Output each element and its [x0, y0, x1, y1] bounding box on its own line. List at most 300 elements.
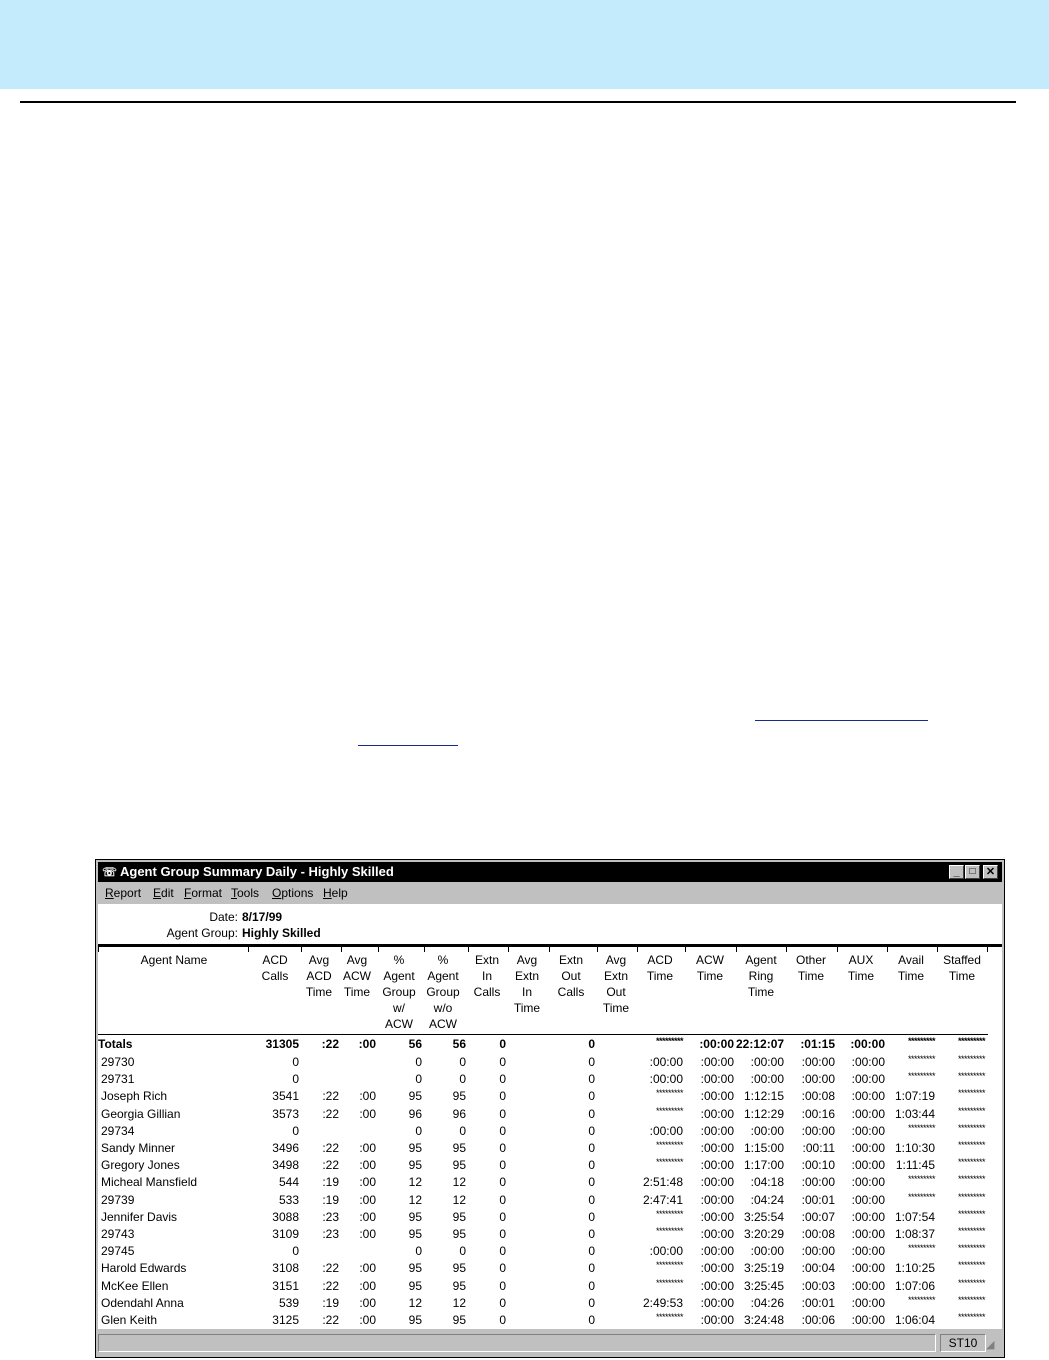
table-row[interactable] [98, 1226, 1002, 1243]
column-divider-tick [937, 944, 938, 952]
cell-aux-time: :00:00 [851, 1209, 885, 1224]
cell-agent-name: 29739 [101, 1192, 135, 1207]
menu-format[interactable]: Format [184, 886, 223, 900]
cell-agent-name: 29730 [101, 1055, 135, 1069]
cell-acd-time: :00:00 [649, 1072, 683, 1087]
cell-acd-time: ********* [655, 1036, 683, 1046]
cell-avail-time: ********* [907, 1243, 935, 1254]
cell-acd-calls: 3151 [272, 1278, 299, 1293]
cell-acd-time: :00:00 [649, 1123, 683, 1138]
cell-acd-time: 2:51:48 [642, 1175, 683, 1190]
cell-pct-agent-group-w-acw: 0 [415, 1072, 422, 1087]
cell-pct-agent-group-wo-acw: 12 [452, 1192, 466, 1207]
cell-agent-ring-time: :04:26 [750, 1295, 784, 1310]
cell-avg-acw-time: :00 [359, 1192, 376, 1207]
cell-extn-in-calls: 0 [499, 1313, 506, 1327]
cell-pct-agent-group-wo-acw: 0 [459, 1055, 466, 1069]
cell-agent-ring-time: :04:24 [750, 1192, 784, 1207]
cell-acd-time: 2:47:41 [642, 1192, 683, 1207]
table-row[interactable] [98, 1174, 1002, 1191]
cell-agent-name: Totals [98, 1037, 133, 1051]
cell-acw-time: :00:00 [700, 1192, 734, 1207]
cell-staffed-time: ********* [957, 1208, 985, 1219]
cell-agent-name: Sandy Minner [101, 1141, 176, 1155]
phone-icon: ☏ [102, 865, 118, 879]
totals-underline [98, 1034, 988, 1035]
cell-pct-agent-group-w-acw: 12 [408, 1295, 422, 1310]
column-divider-tick [248, 944, 249, 952]
cell-other-time: :00:00 [801, 1123, 835, 1138]
table-row[interactable] [98, 1071, 1002, 1088]
table-row[interactable] [98, 1192, 1002, 1209]
cell-extn-out-calls: 0 [588, 1192, 595, 1207]
column-divider-tick [597, 944, 598, 952]
header-rule [20, 101, 1016, 103]
column-header-avg-extn-in-time[interactable]: Avg Extn In Time [513, 953, 541, 1015]
column-divider-tick [736, 944, 737, 952]
column-header-acw-time[interactable]: ACW Time [696, 953, 724, 983]
cell-pct-agent-group-w-acw: 0 [415, 1244, 422, 1259]
cell-extn-out-calls: 0 [588, 1158, 595, 1173]
maximize-button[interactable]: □ [965, 865, 980, 879]
cell-agent-name: Georgia Gillian [101, 1106, 181, 1121]
cell-extn-in-calls: 0 [499, 1244, 506, 1259]
cell-extn-out-calls: 0 [588, 1106, 595, 1121]
status-bar [98, 1332, 1002, 1354]
cell-acw-time: :00:00 [700, 1313, 734, 1327]
cell-avg-acw-time: :00 [359, 1227, 376, 1241]
cell-agent-name: 29731 [101, 1072, 135, 1087]
column-divider-tick [837, 944, 838, 952]
cell-avg-acd-time: :19 [322, 1175, 339, 1190]
report-window [95, 859, 1005, 1358]
cell-extn-in-calls: 0 [499, 1227, 506, 1241]
cell-acw-time: :00:00 [700, 1123, 734, 1138]
column-divider-tick [341, 944, 342, 952]
cell-pct-agent-group-w-acw: 0 [415, 1123, 422, 1138]
cell-extn-in-calls: 0 [499, 1055, 506, 1069]
cell-aux-time: :00:00 [851, 1123, 885, 1138]
cell-extn-in-calls: 0 [499, 1158, 506, 1173]
cell-avail-time: 1:07:54 [894, 1209, 935, 1224]
cell-avail-time: 1:10:25 [894, 1261, 935, 1276]
table-row[interactable] [98, 1140, 1002, 1157]
cell-aux-time: :00:00 [851, 1175, 885, 1190]
cell-avail-time: 1:07:19 [894, 1089, 935, 1104]
cell-staffed-time: ********* [957, 1312, 985, 1322]
column-divider-tick [301, 944, 302, 952]
cell-other-time: :00:11 [802, 1141, 835, 1155]
cell-pct-agent-group-wo-acw: 95 [452, 1158, 466, 1173]
cell-aux-time: :00:00 [851, 1106, 885, 1121]
table-row[interactable] [98, 1295, 1002, 1312]
cell-staffed-time: ********* [957, 1226, 985, 1236]
column-header-avg-acd-time[interactable]: Avg ACD Time [305, 953, 333, 999]
cell-acd-calls: 3108 [272, 1261, 299, 1276]
cell-avg-acw-time: :00 [359, 1278, 376, 1293]
cell-acw-time: :00:00 [699, 1037, 734, 1051]
cell-acd-time: ********* [655, 1208, 683, 1219]
column-header-extn-out-calls[interactable]: Extn Out Calls [557, 953, 585, 999]
cell-staffed-time: ********* [957, 1088, 985, 1099]
cell-acd-calls: 0 [292, 1072, 299, 1087]
cell-avg-acw-time: :00 [359, 1106, 376, 1121]
cell-pct-agent-group-w-acw: 95 [408, 1158, 422, 1173]
cell-avail-time: 1:10:30 [894, 1141, 935, 1155]
column-header-pct-agent-group-wo-acw[interactable]: % Agent Group w/o ACW [426, 953, 460, 1031]
column-divider-tick [637, 944, 638, 952]
cell-acd-calls: 533 [278, 1192, 299, 1207]
cell-extn-out-calls: 0 [588, 1313, 595, 1327]
cell-acw-time: :00:00 [700, 1227, 734, 1241]
cell-other-time: :00:00 [801, 1072, 835, 1087]
cell-avail-time: 1:07:06 [894, 1278, 935, 1293]
cell-avail-time: ********* [907, 1294, 935, 1305]
cell-other-time: :01:15 [800, 1037, 835, 1051]
cell-other-time: :00:00 [801, 1055, 835, 1069]
cell-acd-time: ********* [655, 1277, 683, 1288]
cross-reference-link[interactable] [755, 720, 928, 721]
cell-acw-time: :00:00 [700, 1158, 734, 1173]
cell-staffed-time: ********* [957, 1243, 985, 1254]
cell-acd-time: 2:49:53 [642, 1295, 683, 1310]
cell-staffed-time: ********* [957, 1277, 985, 1288]
cell-avg-acw-time: :00 [359, 1175, 376, 1190]
cell-avg-acd-time: :22 [322, 1141, 339, 1155]
cell-extn-in-calls: 0 [499, 1261, 506, 1276]
cell-acw-time: :00:00 [700, 1175, 734, 1190]
table-row[interactable] [98, 1260, 1002, 1277]
cell-extn-in-calls: 0 [499, 1192, 506, 1207]
cell-staffed-time: ********* [957, 1105, 985, 1116]
cell-avg-acd-time: :22 [322, 1089, 339, 1104]
cell-pct-agent-group-wo-acw: 95 [452, 1227, 466, 1241]
cell-avg-acd-time: :22 [321, 1037, 339, 1051]
cell-acd-time: :00:00 [649, 1055, 683, 1069]
menu-help[interactable]: Help [323, 886, 348, 900]
cell-acw-time: :00:00 [700, 1209, 734, 1224]
cell-other-time: :00:03 [801, 1278, 835, 1293]
cell-extn-out-calls: 0 [588, 1244, 595, 1259]
cell-avail-time: 1:11:45 [895, 1158, 935, 1173]
cell-pct-agent-group-wo-acw: 96 [452, 1106, 466, 1121]
column-divider-tick [508, 944, 509, 952]
cell-staffed-time: ********* [957, 1140, 985, 1150]
cell-other-time: :00:16 [801, 1106, 835, 1121]
cell-aux-time: :00:00 [851, 1089, 885, 1104]
cell-extn-out-calls: 0 [588, 1123, 595, 1138]
cell-extn-in-calls: 0 [499, 1175, 506, 1190]
cell-acd-time: ********* [655, 1260, 683, 1271]
cell-avail-time: ********* [907, 1071, 935, 1082]
cell-pct-agent-group-w-acw: 0 [415, 1055, 422, 1069]
cell-acw-time: :00:00 [700, 1278, 734, 1293]
column-header-other-time[interactable]: Other Time [795, 953, 826, 983]
cell-agent-name: Gregory Jones [101, 1158, 180, 1173]
column-header-agent-name[interactable]: Agent Name [140, 953, 208, 967]
column-header-pct-agent-group-w-acw[interactable]: % Agent Group w/ ACW [382, 953, 416, 1031]
cell-acw-time: :00:00 [700, 1141, 734, 1155]
cell-avg-acw-time: :00 [358, 1037, 376, 1051]
cell-pct-agent-group-w-acw: 95 [408, 1227, 422, 1241]
cell-other-time: :00:00 [801, 1244, 835, 1259]
cell-other-time: :00:00 [801, 1175, 835, 1190]
title-bar [98, 862, 1002, 882]
cell-agent-ring-time: :00:00 [750, 1072, 784, 1087]
agent-group-label: Agent Group: [166, 926, 238, 940]
cell-avail-time: ********* [907, 1191, 935, 1202]
cell-pct-agent-group-w-acw: 56 [408, 1037, 422, 1051]
cell-extn-in-calls: 0 [499, 1106, 506, 1121]
cell-agent-name: Jennifer Davis [101, 1209, 178, 1224]
page-banner [0, 0, 1049, 89]
cell-extn-out-calls: 0 [588, 1278, 595, 1293]
column-divider-tick [786, 944, 787, 952]
cell-acd-calls: 3498 [272, 1158, 299, 1173]
cell-aux-time: :00:00 [851, 1278, 885, 1293]
cell-agent-ring-time: 3:25:45 [743, 1278, 784, 1293]
cell-extn-out-calls: 0 [588, 1141, 595, 1155]
cell-pct-agent-group-wo-acw: 95 [452, 1209, 466, 1224]
cell-acw-time: :00:00 [700, 1055, 734, 1069]
cell-aux-time: :00:00 [851, 1141, 885, 1155]
resize-grip-icon[interactable]: ◢ [986, 1339, 995, 1351]
window-title: Agent Group Summary Daily - Highly Skilled [120, 864, 394, 879]
header-separator [98, 944, 1002, 947]
cell-avail-time: 1:03:44 [894, 1106, 935, 1121]
cell-aux-time: :00:00 [851, 1158, 885, 1173]
column-header-agent-ring-time[interactable]: Agent Ring Time [745, 953, 777, 999]
cell-acw-time: :00:00 [700, 1089, 734, 1104]
cell-acd-calls: 3125 [272, 1313, 299, 1327]
column-header-staffed-time[interactable]: Staffed Time [943, 953, 981, 983]
cell-other-time: :00:10 [801, 1158, 835, 1173]
cell-agent-name: Odendahl Anna [101, 1295, 184, 1310]
menu-edit[interactable]: Edit [153, 886, 174, 900]
cell-avg-acd-time: :22 [322, 1261, 339, 1276]
cell-avail-time: ********* [907, 1174, 935, 1185]
cell-other-time: :00:08 [801, 1089, 835, 1104]
cell-pct-agent-group-w-acw: 12 [408, 1175, 422, 1190]
cell-staffed-time: ********* [957, 1036, 985, 1046]
cell-avail-time: ********* [907, 1122, 935, 1133]
cell-other-time: :00:04 [801, 1261, 835, 1276]
cell-extn-in-calls: 0 [499, 1141, 506, 1155]
cell-acd-calls: 3088 [272, 1209, 299, 1224]
cell-staffed-time: ********* [957, 1294, 985, 1305]
cell-pct-agent-group-wo-acw: 0 [459, 1123, 466, 1138]
cell-extn-out-calls: 0 [588, 1089, 595, 1104]
cell-agent-name: 29734 [101, 1123, 135, 1138]
cell-avg-acd-time: :22 [322, 1158, 339, 1173]
cell-aux-time: :00:00 [850, 1037, 885, 1051]
cell-agent-name: Joseph Rich [101, 1089, 168, 1104]
cell-pct-agent-group-wo-acw: 0 [459, 1244, 466, 1259]
cell-extn-in-calls: 0 [499, 1209, 506, 1224]
cell-agent-name: Glen Keith [101, 1313, 158, 1327]
cell-acw-time: :00:00 [700, 1244, 734, 1259]
cell-pct-agent-group-wo-acw: 95 [452, 1278, 466, 1293]
cell-avg-acw-time: :00 [359, 1295, 376, 1310]
cell-other-time: :00:01 [801, 1295, 835, 1310]
cell-pct-agent-group-w-acw: 95 [408, 1141, 422, 1155]
menu-options[interactable]: Options [272, 886, 314, 900]
agent-group-value: Highly Skilled [242, 926, 321, 940]
cell-extn-out-calls: 0 [588, 1072, 595, 1087]
menu-bar [98, 883, 1002, 903]
cell-avail-time: 1:08:37 [894, 1227, 935, 1241]
cell-staffed-time: ********* [957, 1260, 985, 1271]
cell-avg-acw-time: :00 [359, 1209, 376, 1224]
cell-acd-calls: 3541 [272, 1089, 299, 1104]
table-row[interactable] [98, 1278, 1002, 1295]
cell-acd-calls: 0 [292, 1055, 299, 1069]
cell-agent-ring-time: 1:12:29 [743, 1106, 784, 1121]
cell-extn-in-calls: 0 [499, 1278, 506, 1293]
cell-extn-in-calls: 0 [499, 1295, 506, 1310]
cell-avg-acd-time: :19 [322, 1295, 339, 1310]
cell-agent-ring-time: 3:25:19 [743, 1261, 784, 1276]
cell-pct-agent-group-w-acw: 95 [408, 1278, 422, 1293]
cell-agent-ring-time: :00:00 [750, 1123, 784, 1138]
cell-other-time: :00:07 [801, 1209, 835, 1224]
cell-agent-ring-time: 3:24:48 [743, 1313, 784, 1327]
cell-acd-time: ********* [655, 1157, 683, 1168]
cell-extn-out-calls: 0 [588, 1227, 595, 1241]
cell-aux-time: :00:00 [851, 1072, 885, 1087]
cell-avail-time: 1:06:04 [894, 1313, 935, 1327]
cell-other-time: :00:01 [801, 1192, 835, 1207]
cell-extn-out-calls: 0 [588, 1261, 595, 1276]
cell-agent-ring-time: 1:17:00 [743, 1158, 784, 1173]
cell-pct-agent-group-wo-acw: 95 [452, 1313, 466, 1327]
cell-agent-ring-time: 3:25:54 [743, 1209, 784, 1224]
cell-pct-agent-group-w-acw: 95 [408, 1089, 422, 1104]
table-row[interactable] [98, 1312, 1002, 1329]
cell-acw-time: :00:00 [700, 1295, 734, 1310]
cell-pct-agent-group-w-acw: 95 [408, 1209, 422, 1224]
cell-agent-name: 29745 [101, 1244, 135, 1259]
cell-acd-time: ********* [655, 1105, 683, 1116]
column-header-avg-extn-out-time[interactable]: Avg Extn Out Time [602, 953, 630, 1015]
cell-agent-ring-time: :00:00 [750, 1055, 784, 1069]
column-divider-tick [987, 944, 988, 952]
cell-pct-agent-group-w-acw: 95 [408, 1313, 422, 1327]
cell-agent-name: Harold Edwards [101, 1261, 187, 1276]
status-panel-station: ST10 [940, 1334, 986, 1352]
cell-pct-agent-group-w-acw: 12 [408, 1192, 422, 1207]
cell-avg-acd-time: :22 [322, 1106, 339, 1121]
cell-acw-time: :00:00 [700, 1106, 734, 1121]
cell-avg-acd-time: :22 [322, 1278, 339, 1293]
cell-pct-agent-group-wo-acw: 0 [459, 1072, 466, 1087]
cell-extn-in-calls: 0 [499, 1072, 506, 1087]
table-row[interactable] [98, 1088, 1002, 1105]
column-divider-tick [424, 944, 425, 952]
cell-staffed-time: ********* [957, 1054, 985, 1064]
cell-staffed-time: ********* [957, 1174, 985, 1185]
cell-staffed-time: ********* [957, 1071, 985, 1082]
cell-extn-out-calls: 0 [588, 1175, 595, 1190]
close-button[interactable]: ✕ [983, 865, 998, 879]
cell-agent-ring-time: 1:12:15 [743, 1089, 784, 1104]
cell-avg-acd-time: :23 [322, 1209, 339, 1224]
column-divider-tick [98, 944, 99, 952]
cell-acd-calls: 0 [292, 1123, 299, 1138]
column-header-aux-time[interactable]: AUX Time [847, 953, 875, 983]
column-divider-tick [468, 944, 469, 952]
column-header-avg-acw-time[interactable]: Avg ACW Time [343, 953, 371, 999]
column-header-acd-time[interactable]: ACD Time [646, 953, 674, 983]
cell-aux-time: :00:00 [851, 1313, 885, 1327]
cell-acd-calls: 3573 [272, 1106, 299, 1121]
cell-avg-acw-time: :00 [359, 1313, 376, 1327]
cell-pct-agent-group-wo-acw: 95 [452, 1141, 466, 1155]
cell-avail-time: ********* [907, 1054, 935, 1064]
cell-acd-calls: 3496 [272, 1141, 299, 1155]
cell-agent-ring-time: :04:18 [750, 1175, 784, 1190]
cell-agent-ring-time: 3:20:29 [743, 1227, 784, 1241]
cell-avg-acw-time: :00 [359, 1141, 376, 1155]
cell-aux-time: :00:00 [851, 1261, 885, 1276]
menu-report[interactable]: Report [105, 886, 142, 900]
cell-extn-out-calls: 0 [588, 1055, 595, 1069]
table-row[interactable] [98, 1106, 1002, 1123]
report-content [98, 904, 1002, 1329]
cell-acd-calls: 539 [278, 1295, 299, 1310]
cell-aux-time: :00:00 [851, 1227, 885, 1241]
cell-avail-time: ********* [907, 1036, 935, 1046]
table-row[interactable] [98, 1054, 1002, 1071]
column-header-extn-in-calls[interactable]: Extn In Calls [473, 953, 501, 999]
table-row[interactable] [98, 1157, 1002, 1174]
cell-pct-agent-group-wo-acw: 95 [452, 1089, 466, 1104]
date-label: Date: [209, 910, 238, 924]
cell-avg-acd-time: :23 [322, 1227, 339, 1241]
column-divider-tick [378, 944, 379, 952]
table-row[interactable] [98, 1243, 1002, 1260]
cross-reference-link[interactable] [358, 745, 458, 746]
column-header-acd-calls[interactable]: ACD Calls [261, 953, 289, 983]
cell-acd-calls: 0 [292, 1244, 299, 1259]
cell-staffed-time: ********* [957, 1157, 985, 1168]
cell-staffed-time: ********* [957, 1122, 985, 1133]
cell-extn-out-calls: 0 [588, 1037, 595, 1051]
cell-acw-time: :00:00 [700, 1261, 734, 1276]
cell-extn-out-calls: 0 [588, 1209, 595, 1224]
cell-avg-acw-time: :00 [359, 1158, 376, 1173]
cell-acd-time: ********* [655, 1312, 683, 1322]
menu-tools[interactable]: Tools [231, 886, 260, 900]
cell-agent-ring-time: 1:15:00 [743, 1141, 784, 1155]
totals-row[interactable] [98, 1036, 1002, 1053]
cell-acw-time: :00:00 [700, 1072, 734, 1087]
cell-aux-time: :00:00 [851, 1295, 885, 1310]
cell-other-time: :00:06 [801, 1313, 835, 1327]
cell-staffed-time: ********* [957, 1191, 985, 1202]
cell-agent-name: 29743 [101, 1227, 135, 1241]
minimize-button[interactable]: _ [949, 865, 964, 879]
table-row[interactable] [98, 1123, 1002, 1140]
cell-aux-time: :00:00 [851, 1244, 885, 1259]
date-value: 8/17/99 [242, 910, 283, 924]
status-panel-main [98, 1334, 936, 1352]
cell-avg-acw-time: :00 [359, 1261, 376, 1276]
cell-agent-name: McKee Ellen [101, 1278, 169, 1293]
cell-avg-acw-time: :00 [359, 1089, 376, 1104]
table-row[interactable] [98, 1209, 1002, 1226]
column-header-avail-time[interactable]: Avail Time [897, 953, 925, 983]
